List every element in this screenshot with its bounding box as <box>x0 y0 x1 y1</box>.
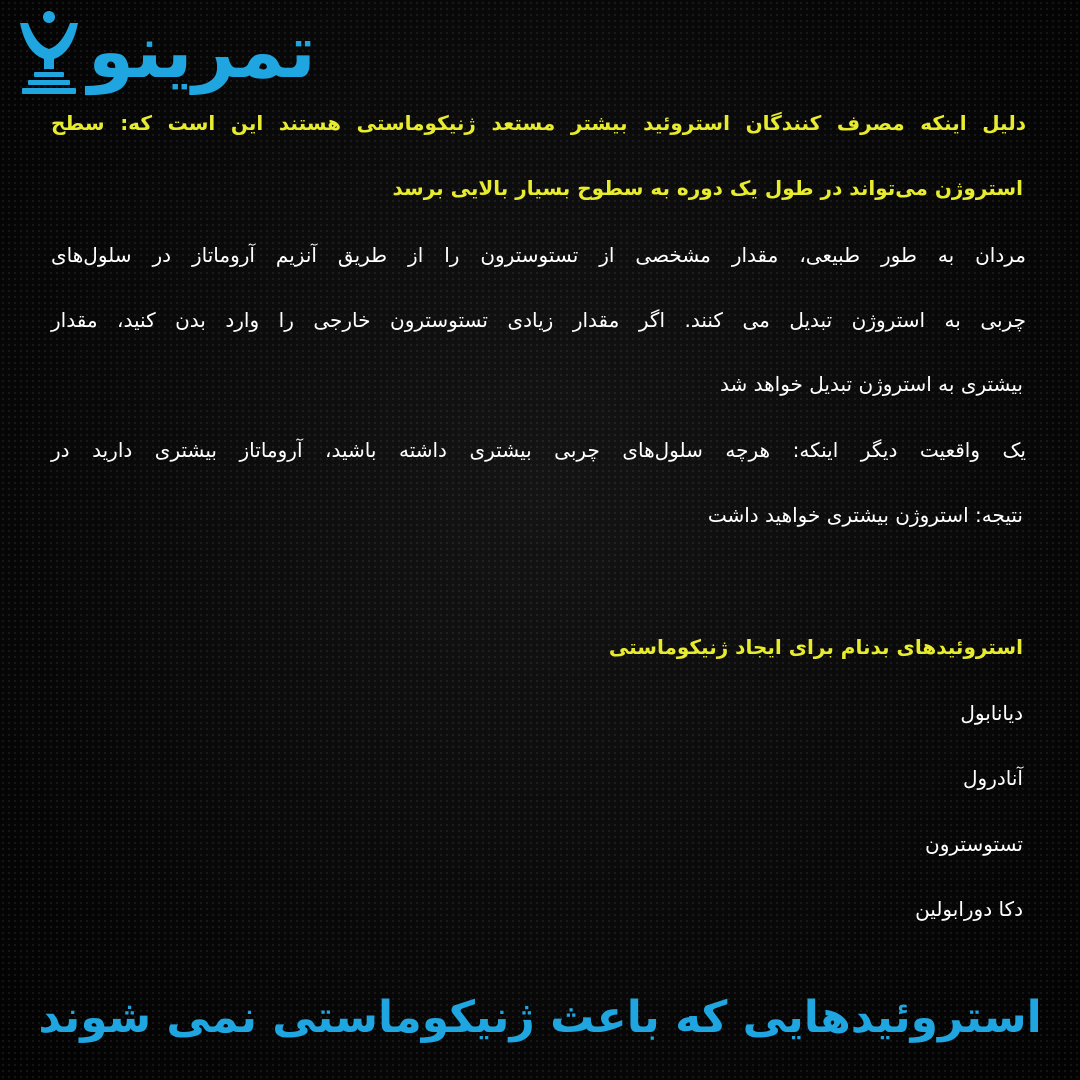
paragraph-1-line-1: مردان به طور طبیعی، مقدار مشخصی از تستوسترون را از طریق آنزیم آروماتاز در سلول‌های <box>51 243 1026 267</box>
footer-title: استروئیدهایی که باعث ژنیکوماستی نمی شوند <box>38 992 1042 1043</box>
brand-name: تمرینو <box>88 9 316 95</box>
list-item: تستوسترون <box>925 832 1023 856</box>
paragraph-2-line-1: یک واقعیت دیگر اینکه: هرچه سلول‌های چربی بیشتری داشته باشید، آروماتاز بیشتری دارید در <box>51 438 1026 462</box>
list-item: دکا دورابولین <box>915 897 1023 921</box>
list-item: دیانابول <box>960 701 1023 725</box>
paragraph-1-line-3: بیشتری به استروژن تبدیل خواهد شد <box>720 372 1023 396</box>
list-item: آنادرول <box>963 766 1023 790</box>
paragraph-1-line-2: چربی به استروژن تبدیل می کنند. اگر مقدار زیادی تستوسترون خارجی را وارد بدن کنید، مقدار <box>51 308 1026 332</box>
footer-banner <box>0 986 1080 1050</box>
section-heading: استروئیدهای بدنام برای ایجاد ژنیکوماستی <box>608 635 1023 659</box>
intro-line-1: دلیل اینکه مصرف کنندگان استروئید بیشتر مستعد ژنیکوماستی هستند این است که: سطح <box>51 111 1026 135</box>
paragraph-2-line-2: نتیجه: استروژن بیشتری خواهید داشت <box>707 503 1023 527</box>
intro-line-2: استروژن می‌تواند در طول یک دوره به سطوح بسیار بالایی برسد <box>392 176 1023 200</box>
